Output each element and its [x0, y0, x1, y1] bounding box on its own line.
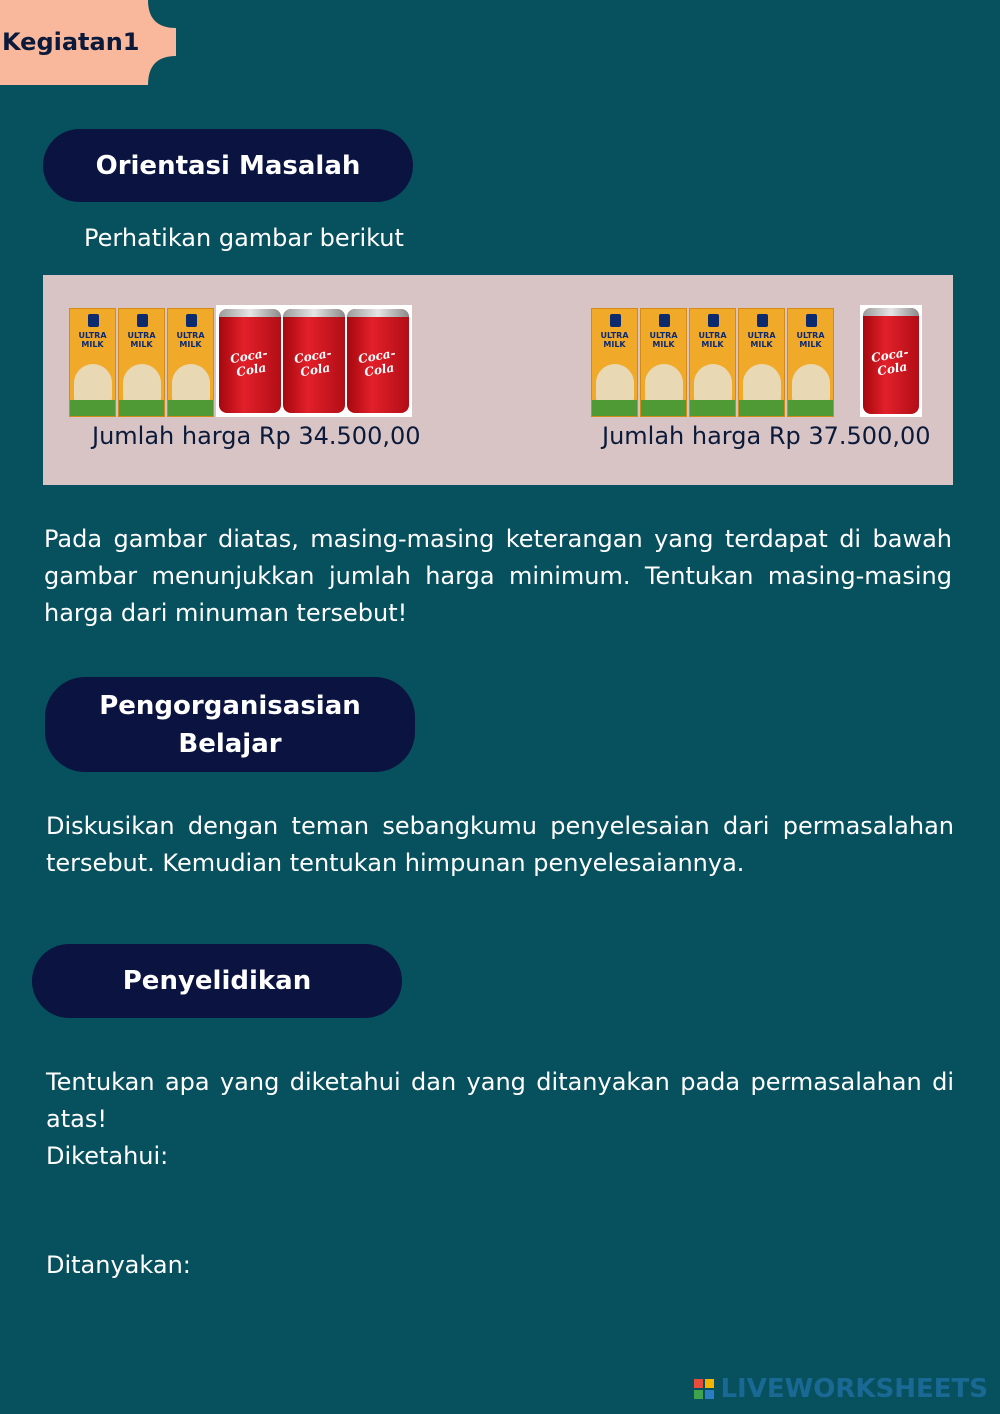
- section-title-investigation: [32, 944, 402, 1018]
- activity-label: Kegiatan1: [2, 28, 140, 56]
- product-group-right: [591, 305, 922, 417]
- investigation-title-text: Penyelidikan: [122, 966, 312, 996]
- orientation-paragraph: Pada gambar diatas, masing-masing keterangan yang terdapat di bawah gambar menunjukkan jumlah harga minimum. Tentukan masing-masing harga dari minuman tersebut!: [44, 525, 952, 627]
- known-label: Diketahui:: [46, 1142, 169, 1170]
- asked-label: Ditanyakan:: [46, 1251, 191, 1279]
- section-title-organization: [45, 677, 415, 772]
- organization-paragraph: Diskusikan dengan teman sebangkumu penyelesaian dari permasalahan tersebut. Kemudian tentukan himpunan penyelesaiannya.: [46, 812, 954, 877]
- product-group-left: [69, 305, 412, 417]
- section-title-orientation: [43, 129, 413, 202]
- organization-title-line2: Belajar: [178, 728, 282, 759]
- milk-carton: ULTRA MILK: [118, 308, 165, 417]
- orientation-subtitle: Perhatikan gambar berikut: [84, 224, 404, 252]
- activity-tab: [0, 0, 178, 85]
- cola-cans: [216, 305, 412, 417]
- cola-can: Coca-Cola: [863, 308, 919, 414]
- milk-carton: ULTRA MILK: [591, 308, 638, 417]
- cola-can: Coca-Cola: [219, 309, 281, 413]
- cola-can: Coca-Cola: [347, 309, 409, 413]
- milk-carton: ULTRA MILK: [69, 308, 116, 417]
- milk-carton: ULTRA MILK: [167, 308, 214, 417]
- milk-carton: ULTRA MILK: [640, 308, 687, 417]
- milk-carton: ULTRA MILK: [738, 308, 785, 417]
- milk-carton: ULTRA MILK: [689, 308, 736, 417]
- cola-can: Coca-Cola: [283, 309, 345, 413]
- milk-carton: ULTRA MILK: [787, 308, 834, 417]
- watermark: [694, 1374, 988, 1404]
- liveworksheets-logo-icon: [694, 1379, 714, 1399]
- investigation-paragraph: Tentukan apa yang diketahui dan yang ditanyakan pada permasalahan di atas!: [46, 1068, 954, 1133]
- problem-image-panel: [43, 275, 953, 485]
- organization-title-line1: Pengorganisasian: [99, 690, 361, 721]
- orientation-title-text: Orientasi Masalah: [95, 150, 361, 181]
- price-label-left: Jumlah harga Rp 34.500,00: [92, 422, 421, 450]
- price-label-right: Jumlah harga Rp 37.500,00: [602, 422, 931, 450]
- cola-cans: [860, 305, 922, 417]
- watermark-text: LIVEWORKSHEETS: [720, 1374, 988, 1404]
